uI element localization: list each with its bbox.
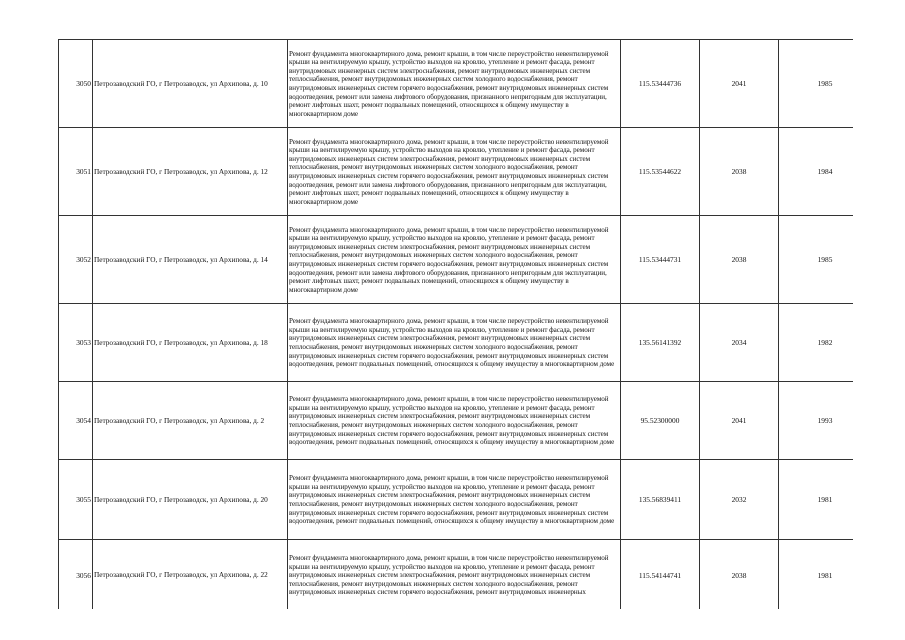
- buildings-table: [58, 39, 853, 609]
- table-row: [59, 540, 854, 610]
- works-text: Ремонт фундамента многоквартирного дома, ремонт крыши, в том числе переустройство невентилируемой крыши на вентилируемую крышу, устройство выходов на кровлю, утепление и ремонт фасада, ремонт внутридомовых инженерных систем электроснабжения, ремонт внутридомовых инженерных систем теплоснабжения, ремонт внутридомовых инженерных систем холодного водоснабжения, ремонт внутридомовых инженерных систем горячего водоснабжения, ремонт внутридомовых инженерных: [289, 554, 609, 597]
- works-text: Ремонт фундамента многоквартирного дома, ремонт крыши, в том числе переустройство невентилируемой крыши на вентилируемую крышу, устройство выходов на кровлю, утепление и ремонт фасада, ремонт внутридомовых инженерных систем электроснабжения, ремонт внутридомовых инженерных систем теплоснабжения, ремонт внутридомовых инженерных систем холодного водоснабжения, ремонт внутридомовых инженерных систем горячего водоснабжения, ремонт внутридомовых инженерных систем водоотведения, ремонт или замена лифтового оборудования, признанного непригодным для эксплуатации, ремонт лифтовых шахт, ремонт подвальных помещений, относящихся к общему имуществу в многоквартирном доме: [289, 225, 609, 294]
- works-cell: [288, 40, 621, 128]
- planned-year-cell: 2041: [700, 382, 779, 460]
- row-number: 3051: [59, 128, 93, 216]
- planned-year-cell: 2038: [700, 216, 779, 304]
- planned-year-cell: 2032: [700, 460, 779, 540]
- built-year-cell: 1981: [779, 460, 854, 540]
- planned-year-cell: 2038: [700, 540, 779, 610]
- row-number: 3056: [59, 540, 93, 610]
- row-number: 3052: [59, 216, 93, 304]
- built-year-cell: 1981: [779, 540, 854, 610]
- built-year-cell: 1993: [779, 382, 854, 460]
- table-row: [59, 40, 854, 128]
- works-cell: [288, 304, 621, 382]
- works-cell: [288, 216, 621, 304]
- works-cell: [288, 382, 621, 460]
- row-number: 3055: [59, 460, 93, 540]
- table-row: [59, 382, 854, 460]
- table-row: [59, 460, 854, 540]
- built-year-cell: 1982: [779, 304, 854, 382]
- table-row: [59, 304, 854, 382]
- table-row: [59, 216, 854, 304]
- address-cell: Петрозаводский ГО, г Петрозаводск, ул Архипова, д. 20: [93, 460, 288, 540]
- works-cell: [288, 128, 621, 216]
- works-text: Ремонт фундамента многоквартирного дома, ремонт крыши, в том числе переустройство невентилируемой крыши на вентилируемую крышу, устройство выходов на кровлю, утепление и ремонт фасада, ремонт внутридомовых инженерных систем электроснабжения, ремонт внутридомовых инженерных систем теплоснабжения, ремонт внутридомовых инженерных систем холодного водоснабжения, ремонт внутридомовых инженерных систем горячего водоснабжения, ремонт внутридомовых инженерных систем водоотведения, ремонт подвальных помещений, относящихся к общему имуществу в многоквартирном доме: [289, 317, 615, 369]
- area-cell: 115.53444736: [621, 40, 700, 128]
- area-cell: 115.53544622: [621, 128, 700, 216]
- area-cell: 135.56839411: [621, 460, 700, 540]
- address-cell: Петрозаводский ГО, г Петрозаводск, ул Архипова, д. 2: [93, 382, 288, 460]
- address-cell: Петрозаводский ГО, г Петрозаводск, ул Архипова, д. 12: [93, 128, 288, 216]
- address-cell: Петрозаводский ГО, г Петрозаводск, ул Архипова, д. 18: [93, 304, 288, 382]
- table-row: [59, 128, 854, 216]
- built-year-cell: 1985: [779, 216, 854, 304]
- area-cell: 95.52300000: [621, 382, 700, 460]
- built-year-cell: 1984: [779, 128, 854, 216]
- row-number: 3050: [59, 40, 93, 128]
- row-number: 3054: [59, 382, 93, 460]
- area-cell: 115.54144741: [621, 540, 700, 610]
- area-cell: 135.56141392: [621, 304, 700, 382]
- area-cell: 115.53444731: [621, 216, 700, 304]
- works-cell: [288, 460, 621, 540]
- built-year-cell: 1985: [779, 40, 854, 128]
- planned-year-cell: 2034: [700, 304, 779, 382]
- works-text: Ремонт фундамента многоквартирного дома, ремонт крыши, в том числе переустройство невентилируемой крыши на вентилируемую крышу, устройство выходов на кровлю, утепление и ремонт фасада, ремонт внутридомовых инженерных систем электроснабжения, ремонт внутридомовых инженерных систем теплоснабжения, ремонт внутридомовых инженерных систем холодного водоснабжения, ремонт внутридомовых инженерных систем горячего водоснабжения, ремонт внутридомовых инженерных систем водоотведения, ремонт подвальных помещений, относящихся к общему имуществу в многоквартирном доме: [289, 474, 615, 526]
- works-cell: [288, 540, 621, 610]
- works-text: Ремонт фундамента многоквартирного дома, ремонт крыши, в том числе переустройство невентилируемой крыши на вентилируемую крышу, устройство выходов на кровлю, утепление и ремонт фасада, ремонт внутридомовых инженерных систем электроснабжения, ремонт внутридомовых инженерных систем теплоснабжения, ремонт внутридомовых инженерных систем холодного водоснабжения, ремонт внутридомовых инженерных систем горячего водоснабжения, ремонт внутридомовых инженерных систем водоотведения, ремонт подвальных помещений, относящихся к общему имуществу в многоквартирном доме: [289, 395, 615, 447]
- works-text: Ремонт фундамента многоквартирного дома, ремонт крыши, в том числе переустройство невентилируемой крыши на вентилируемую крышу, устройство выходов на кровлю, утепление и ремонт фасада, ремонт внутридомовых инженерных систем электроснабжения, ремонт внутридомовых инженерных систем теплоснабжения, ремонт внутридомовых инженерных систем холодного водоснабжения, ремонт внутридомовых инженерных систем горячего водоснабжения, ремонт внутридомовых инженерных систем водоотведения, ремонт или замена лифтового оборудования, признанного непригодным для эксплуатации, ремонт лифтовых шахт, ремонт подвальных помещений, относящихся к общему имуществу в многоквартирном доме: [289, 137, 609, 206]
- works-text: Ремонт фундамента многоквартирного дома, ремонт крыши, в том числе переустройство невентилируемой крыши на вентилируемую крышу, устройство выходов на кровлю, утепление и ремонт фасада, ремонт внутридомовых инженерных систем электроснабжения, ремонт внутридомовых инженерных систем теплоснабжения, ремонт внутридомовых инженерных систем холодного водоснабжения, ремонт внутридомовых инженерных систем горячего водоснабжения, ремонт внутридомовых инженерных систем водоотведения, ремонт или замена лифтового оборудования, признанного непригодным для эксплуатации, ремонт лифтовых шахт, ремонт подвальных помещений, относящихся к общему имуществу в многоквартирном доме: [289, 49, 609, 118]
- address-cell: Петрозаводский ГО, г Петрозаводск, ул Архипова, д. 14: [93, 216, 288, 304]
- address-cell: Петрозаводский ГО, г Петрозаводск, ул Архипова, д. 10: [93, 40, 288, 128]
- document-page: [58, 39, 853, 609]
- row-number: 3053: [59, 304, 93, 382]
- address-cell: Петрозаводский ГО, г Петрозаводск, ул Архипова, д. 22: [93, 540, 288, 610]
- planned-year-cell: 2041: [700, 40, 779, 128]
- planned-year-cell: 2038: [700, 128, 779, 216]
